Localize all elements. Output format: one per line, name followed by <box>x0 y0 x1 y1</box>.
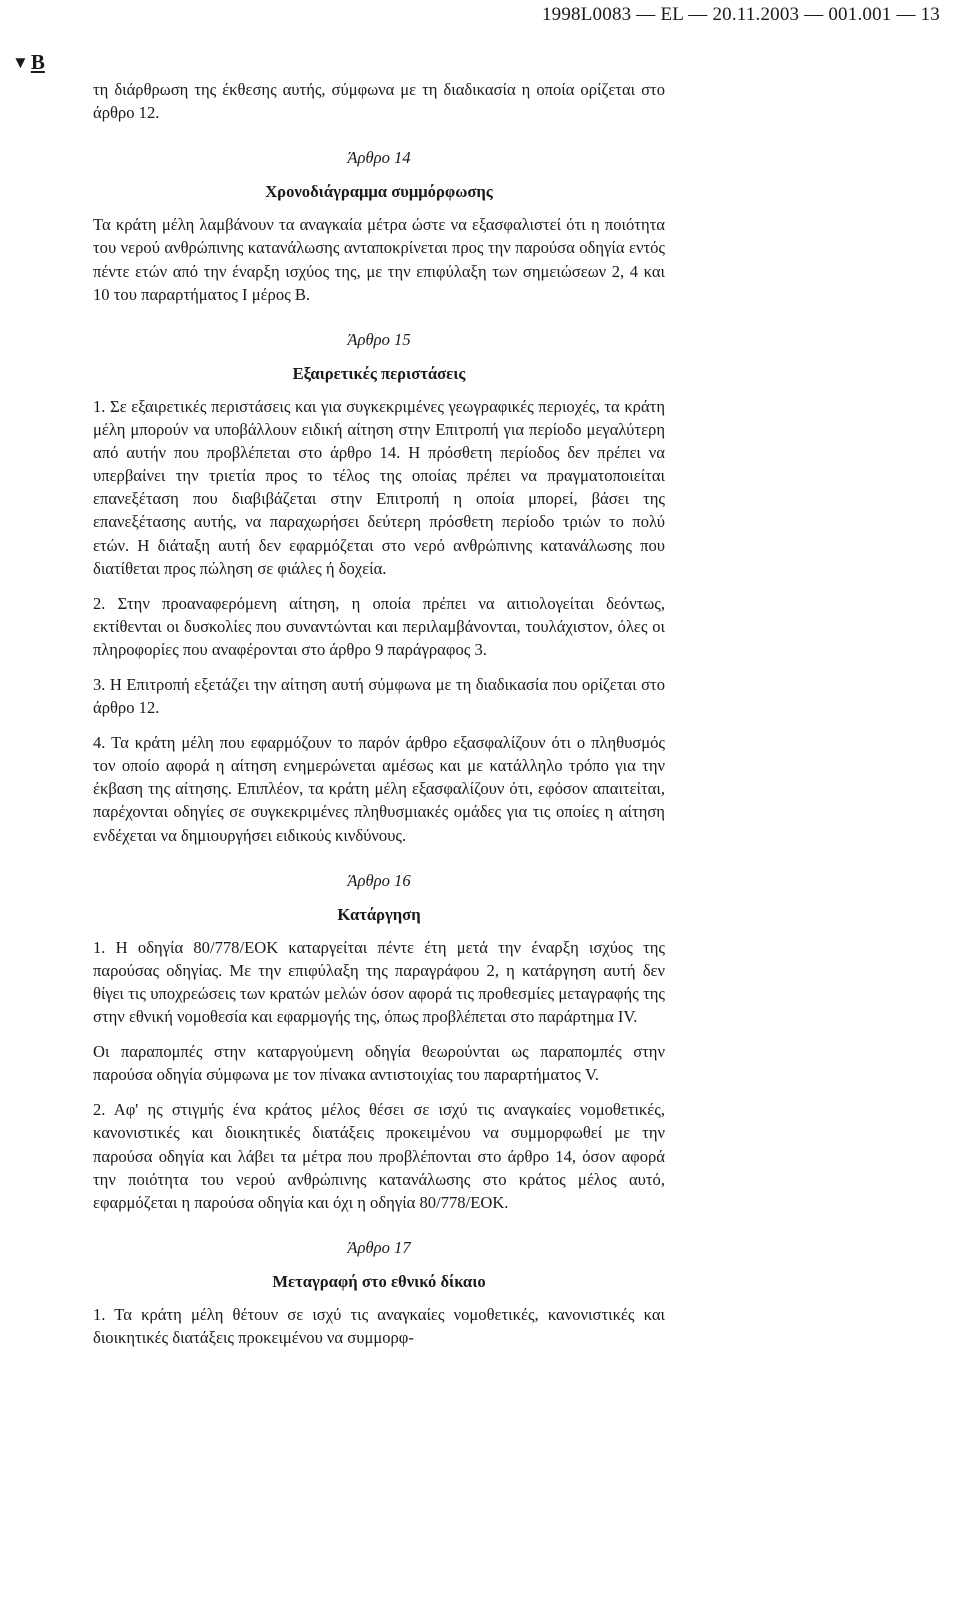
paragraph: 3. Η Επιτροπή εξετάζει την αίτηση αυτή σύμφωνα με τη διαδικασία που ορίζεται στο άρθρο 12. <box>93 674 665 718</box>
paragraph: Οι παραπομπές στην καταργούμενη οδηγία θεωρούνται ως παραπομπές στην παρούσα οδηγία σύμφωνα με τον πίνακα αντιστοιχίας του παραρτήματος V. <box>93 1042 665 1085</box>
article-title: Κατάργηση <box>337 904 421 924</box>
article-title: Μεταγραφή στο εθνικό δίκαιο <box>272 1271 486 1291</box>
paragraph: 1. Η οδηγία 80/778/ΕΟΚ καταργείται πέντε έτη μετά την έναρξη ισχύος της παρούσας οδηγίας. Με την επιφύλαξη της παραγράφου 2, η κατάργηση αυτή δεν θίγει τις υποχρεώσεις των κρατών μελών όσον αφορά τις προθεσμίες μεταγραφής της στην εθνική νομοθεσία και εφαρμογής της, όπως προβλέπεται στο παράρτημα IV. <box>93 937 665 1027</box>
article-title: Εξαιρετικές περιστάσεις <box>292 363 466 383</box>
paragraph: 1. Σε εξαιρετικές περιστάσεις και για συγκεκριμένες γεωγραφικές περιοχές, τα κράτη μέλη μπορούν να υποβάλλουν ειδική αίτηση στην Επιτροπή για περίοδο μεγαλύτερη από αυτήν που προβλέπεται στο άρθρο 14. Η πρόσθετη περίοδος δεν πρέπει να υπερβαίνει την τριετία προς το τέλος της οποίας πρέπει να πραγματοποιείται επανεξέταση που διαβιβάζεται στην Επιτροπή η οποία μπορεί, βάσει της επανεξέτασης αυτής, να παραχωρήσει δεύτερη πρόσθετη περίοδο τριών το πολύ ετών. Η διάταξη αυτή δεν εφαρμόζεται στο νερό ανθρώπινης κατανάλωσης που διατίθεται προς πώληση σε φιάλες ή δοχεία. <box>93 396 665 578</box>
document-body <box>93 78 665 1349</box>
paragraph: Τα κράτη μέλη λαμβάνουν τα αναγκαία μέτρα ώστε να εξασφαλιστεί ότι η ποιότητα του νερού ανθρώπινης κατανάλωσης ανταποκρίνεται προς την παρούσα οδηγία εντός πέντε ετών από την έναρξη ισχύος της, με την επιφύλαξη των σημειώσεων 2, 4 και 10 του παραρτήματος Ι μέρος Β. <box>93 215 665 304</box>
triangle-down-icon: ▼ <box>12 52 29 72</box>
article-title: Χρονοδιάγραμμα συμμόρφωσης <box>265 182 493 202</box>
article-number: Άρθρο 16 <box>347 870 411 890</box>
paragraph: τη διάρθρωση της έκθεσης αυτής, σύμφωνα με τη διαδικασία η οποία ορίζεται στο άρθρο 12. <box>93 80 665 123</box>
paragraph: 4. Τα κράτη μέλη που εφαρμόζουν το παρόν άρθρο εξασφαλίζουν ότι ο πληθυσμός τον οποίο αφορά η αίτηση ενημερώνεται αμέσως και με κατάλληλο τρόπο για την έκβαση της αίτησης. Επιπλέον, τα κράτη μέλη εξασφαλίζουν ότι, εφόσον απαιτείται, παρέχονται οδηγίες σε συγκεκριμένες πληθυσμιακές ομάδες για τις οποίες η αίτηση ενδέχεται να δημιουργήσει ειδικούς κινδύνους. <box>93 733 665 845</box>
document-header: 1998L0083 — EL — 20.11.2003 — 001.001 — 13 <box>541 4 940 25</box>
article-number: Άρθρο 15 <box>347 329 411 349</box>
paragraph: 2. Στην προαναφερόμενη αίτηση, η οποία πρέπει να αιτιολογείται δεόντως, εκτίθενται οι δυσκολίες που συναντώνται και περιλαμβάνονται, τουλάχιστον, όλες οι πληροφορίες που αναφέρονται στο άρθρο 9 παράγραφος 3. <box>93 593 665 659</box>
article-number: Άρθρο 14 <box>347 148 411 168</box>
paragraph: 2. Αφ' ης στιγμής ένα κράτος μέλος θέσει σε ισχύ τις αναγκαίες νομοθετικές, κανονιστικές και διοικητικές διατάξεις προκειμένου να συμμορφωθεί με την παρούσα οδηγία και λάβει τα μέτρα που προβλέπονται στο άρθρο 14, όσον αφορά την ποιότητα του νερού ανθρώπινης κατανάλωσης στο κράτος μέλος αυτό, εφαρμόζεται η παρούσα οδηγία και όχι η οδηγία 80/778/ΕΟΚ. <box>93 1100 665 1212</box>
article-number: Άρθρο 17 <box>347 1237 411 1257</box>
marker-letter: B <box>30 50 45 74</box>
amendment-marker <box>12 50 45 75</box>
paragraph: 1. Τα κράτη μέλη θέτουν σε ισχύ τις αναγκαίες νομοθετικές, κανονιστικές και διοικητικές διατάξεις προκειμένου να συμμορφ- <box>93 1305 665 1348</box>
